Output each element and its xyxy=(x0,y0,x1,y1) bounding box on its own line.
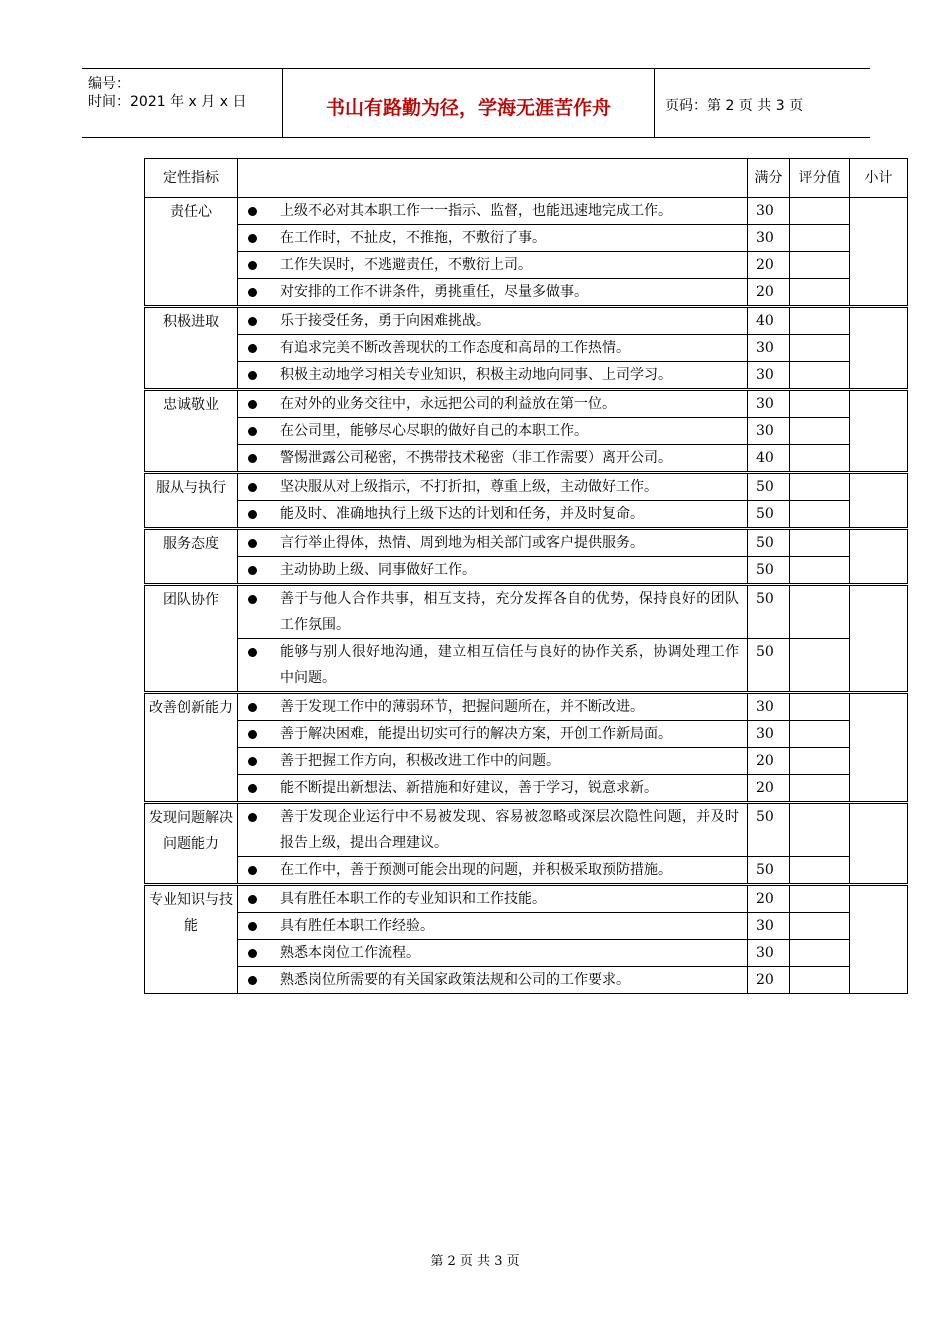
rating-cell[interactable] xyxy=(790,721,850,748)
table-row xyxy=(145,585,908,639)
category-cell: 责任心 xyxy=(145,198,238,307)
full-score-cell: 20 xyxy=(748,252,790,279)
category-cell: 团队协作 xyxy=(145,585,238,693)
bullet-icon xyxy=(248,895,257,904)
rating-cell[interactable] xyxy=(790,557,850,585)
number-label: 编号： xyxy=(88,76,130,92)
category-cell: 改善创新能力 xyxy=(145,693,238,803)
criterion-text: 在公司里，能够尽心尽职的做好自己的本职工作。 xyxy=(280,423,588,439)
rating-cell[interactable] xyxy=(790,335,850,362)
rating-cell[interactable] xyxy=(790,775,850,803)
table-row xyxy=(145,748,908,775)
table-row xyxy=(145,885,908,913)
criterion-cell xyxy=(238,501,748,529)
criterion-cell xyxy=(238,279,748,307)
full-score-cell: 30 xyxy=(748,198,790,225)
bullet-icon xyxy=(248,371,257,380)
bullet-icon xyxy=(248,207,257,216)
criterion-cell xyxy=(238,557,748,585)
page-number-label: 页码：第 2 页 共 3 页 xyxy=(665,98,804,114)
rating-cell[interactable] xyxy=(790,857,850,885)
header-motto-cell xyxy=(283,69,655,137)
criterion-cell xyxy=(238,803,748,857)
criterion-text: 善于发现企业运行中不易被发现、容易被忽略或深层次隐性问题，并及时报告上级，提出合理建议。 xyxy=(280,809,739,851)
criterion-text: 积极主动地学习相关专业知识，积极主动地向同事、上司学习。 xyxy=(280,367,672,383)
criterion-text: 善于发现工作中的薄弱环节，把握问题所在，并不断改进。 xyxy=(280,699,644,715)
criterion-cell xyxy=(238,693,748,721)
table-row xyxy=(145,307,908,335)
subtotal-cell[interactable] xyxy=(850,585,908,693)
criterion-text: 能及时、准确地执行上级下达的计划和任务，并及时复命。 xyxy=(280,506,644,522)
full-score-cell: 50 xyxy=(748,529,790,557)
criterion-text: 在工作中，善于预测可能会出现的问题，并积极采取预防措施。 xyxy=(280,862,672,878)
bullet-icon xyxy=(248,510,257,519)
criterion-text: 警惕泄露公司秘密，不携带技术秘密（非工作需要）离开公司。 xyxy=(280,450,672,466)
table-row xyxy=(145,775,908,803)
category-cell: 发现问题解决问题能力 xyxy=(145,803,238,885)
criterion-cell xyxy=(238,225,748,252)
full-score-cell: 30 xyxy=(748,721,790,748)
criterion-text: 在对外的业务交往中，永远把公司的利益放在第一位。 xyxy=(280,396,616,412)
rating-cell[interactable] xyxy=(790,390,850,418)
subtotal-cell[interactable] xyxy=(850,529,908,585)
rating-cell[interactable] xyxy=(790,362,850,390)
criterion-cell xyxy=(238,335,748,362)
criterion-text: 上级不必对其本职工作一一指示、监督，也能迅速地完成工作。 xyxy=(280,203,672,219)
bullet-icon xyxy=(248,703,257,712)
bullet-icon xyxy=(248,866,257,875)
table-row xyxy=(145,639,908,693)
full-score-cell: 20 xyxy=(748,279,790,307)
criterion-text: 对安排的工作不讲条件，勇挑重任，尽量多做事。 xyxy=(280,284,588,300)
category-cell: 服务态度 xyxy=(145,529,238,585)
full-score-cell: 40 xyxy=(748,445,790,473)
table-row xyxy=(145,529,908,557)
subtotal-cell[interactable] xyxy=(850,198,908,307)
rating-cell[interactable] xyxy=(790,940,850,967)
criterion-cell xyxy=(238,529,748,557)
bullet-icon xyxy=(248,922,257,931)
subtotal-cell[interactable] xyxy=(850,473,908,529)
criterion-text: 具有胜任本职工作的专业知识和工作技能。 xyxy=(280,891,546,907)
table-row xyxy=(145,913,908,940)
motto: 书山有路勤为径，学海无涯苦作舟 xyxy=(325,97,611,119)
table-header-row xyxy=(145,159,908,198)
rating-cell[interactable] xyxy=(790,803,850,857)
table-row xyxy=(145,252,908,279)
category-cell: 积极进取 xyxy=(145,307,238,390)
criterion-cell xyxy=(238,885,748,913)
criterion-cell xyxy=(238,857,748,885)
criterion-text: 坚决服从对上级指示，不打折扣，尊重上级，主动做好工作。 xyxy=(280,479,658,495)
full-score-cell: 30 xyxy=(748,913,790,940)
col-header-full-score: 满分 xyxy=(748,159,790,198)
rating-cell[interactable] xyxy=(790,913,850,940)
full-score-cell: 50 xyxy=(748,857,790,885)
criterion-text: 主动协助上级、同事做好工作。 xyxy=(280,562,476,578)
criterion-text: 能不断提出新想法、新措施和好建议，善于学习，锐意求新。 xyxy=(280,780,658,796)
criterion-text: 善于解决困难，能提出切实可行的解决方案，开创工作新局面。 xyxy=(280,726,672,742)
table-body xyxy=(145,198,908,994)
criterion-cell xyxy=(238,198,748,225)
bullet-icon xyxy=(248,976,257,985)
bullet-icon xyxy=(248,234,257,243)
criterion-cell xyxy=(238,913,748,940)
category-cell: 忠诚敬业 xyxy=(145,390,238,473)
full-score-cell: 30 xyxy=(748,362,790,390)
table-row xyxy=(145,445,908,473)
criterion-cell xyxy=(238,418,748,445)
table-row xyxy=(145,390,908,418)
category-cell: 专业知识与技能 xyxy=(145,885,238,994)
criterion-cell xyxy=(238,721,748,748)
criterion-text: 在工作时，不扯皮，不推拖，不敷衍了事。 xyxy=(280,230,546,246)
subtotal-cell[interactable] xyxy=(850,693,908,803)
rating-cell[interactable] xyxy=(790,529,850,557)
criterion-cell xyxy=(238,362,748,390)
full-score-cell: 30 xyxy=(748,225,790,252)
header-page-cell xyxy=(655,69,870,137)
table-row xyxy=(145,857,908,885)
rating-cell[interactable] xyxy=(790,748,850,775)
rating-cell[interactable] xyxy=(790,639,850,693)
table-row xyxy=(145,225,908,252)
subtotal-cell[interactable] xyxy=(850,390,908,473)
table-row xyxy=(145,557,908,585)
bullet-icon xyxy=(248,949,257,958)
bullet-icon xyxy=(248,483,257,492)
full-score-cell: 50 xyxy=(748,585,790,639)
bullet-icon xyxy=(248,454,257,463)
table-row xyxy=(145,967,908,994)
rating-cell[interactable] xyxy=(790,225,850,252)
bullet-icon xyxy=(248,427,257,436)
rating-cell[interactable] xyxy=(790,473,850,501)
col-header-indicator: 定性指标 xyxy=(145,159,238,198)
table-row xyxy=(145,335,908,362)
rating-cell[interactable] xyxy=(790,418,850,445)
full-score-cell: 50 xyxy=(748,557,790,585)
criterion-cell xyxy=(238,967,748,994)
criterion-text: 有追求完美不断改善现状的工作态度和高昂的工作热情。 xyxy=(280,340,630,356)
rating-cell[interactable] xyxy=(790,585,850,639)
col-header-rating: 评分值 xyxy=(790,159,850,198)
bullet-icon xyxy=(248,648,257,657)
full-score-cell: 30 xyxy=(748,390,790,418)
table-row xyxy=(145,940,908,967)
full-score-cell: 20 xyxy=(748,967,790,994)
rating-cell[interactable] xyxy=(790,279,850,307)
bullet-icon xyxy=(248,813,257,822)
page-footer: 第 2 页 共 3 页 xyxy=(430,1254,520,1269)
table-row xyxy=(145,721,908,748)
full-score-cell: 50 xyxy=(748,473,790,501)
criterion-cell xyxy=(238,748,748,775)
bullet-icon xyxy=(248,757,257,766)
full-score-cell: 50 xyxy=(748,501,790,529)
page-header xyxy=(82,68,870,138)
criterion-cell xyxy=(238,940,748,967)
criterion-text: 能够与别人很好地沟通，建立相互信任与良好的协作关系，协调处理工作中问题。 xyxy=(280,644,739,686)
criterion-text: 善于把握工作方向，积极改进工作中的问题。 xyxy=(280,753,560,769)
bullet-icon xyxy=(248,400,257,409)
rating-cell[interactable] xyxy=(790,445,850,473)
full-score-cell: 20 xyxy=(748,748,790,775)
bullet-icon xyxy=(248,539,257,548)
col-header-subtotal: 小计 xyxy=(850,159,908,198)
criterion-text: 乐于接受任务，勇于向困难挑战。 xyxy=(280,313,490,329)
bullet-icon xyxy=(248,566,257,575)
full-score-cell: 50 xyxy=(748,803,790,857)
table-row xyxy=(145,803,908,857)
full-score-cell: 20 xyxy=(748,775,790,803)
rating-cell[interactable] xyxy=(790,501,850,529)
table-row xyxy=(145,501,908,529)
full-score-cell: 30 xyxy=(748,418,790,445)
criterion-text: 熟悉本岗位工作流程。 xyxy=(280,945,420,961)
rating-cell[interactable] xyxy=(790,252,850,279)
bullet-icon xyxy=(248,344,257,353)
bullet-icon xyxy=(248,261,257,270)
full-score-cell: 30 xyxy=(748,693,790,721)
criterion-cell xyxy=(238,445,748,473)
time-label: 时间：2021 年 x 月 x 日 xyxy=(88,94,247,110)
bullet-icon xyxy=(248,784,257,793)
table-row xyxy=(145,279,908,307)
criterion-cell xyxy=(238,775,748,803)
criterion-text: 言行举止得体，热情、周到地为相关部门或客户提供服务。 xyxy=(280,535,644,551)
rating-cell[interactable] xyxy=(790,693,850,721)
header-meta xyxy=(82,69,283,137)
rating-cell[interactable] xyxy=(790,885,850,913)
criterion-text: 工作失误时，不逃避责任，不敷衍上司。 xyxy=(280,257,532,273)
rating-cell[interactable] xyxy=(790,967,850,994)
criterion-cell xyxy=(238,639,748,693)
full-score-cell: 20 xyxy=(748,885,790,913)
criterion-cell xyxy=(238,390,748,418)
criterion-text: 善于与他人合作共事，相互支持，充分发挥各自的优势，保持良好的团队工作氛围。 xyxy=(280,591,739,633)
category-cell: 服从与执行 xyxy=(145,473,238,529)
criterion-cell xyxy=(238,473,748,501)
criterion-cell xyxy=(238,585,748,639)
bullet-icon xyxy=(248,288,257,297)
full-score-cell: 30 xyxy=(748,335,790,362)
full-score-cell: 40 xyxy=(748,307,790,335)
rating-cell[interactable] xyxy=(790,198,850,225)
table-row xyxy=(145,198,908,225)
full-score-cell: 30 xyxy=(748,940,790,967)
bullet-icon xyxy=(248,595,257,604)
table-row xyxy=(145,418,908,445)
table-row xyxy=(145,693,908,721)
criterion-text: 熟悉岗位所需要的有关国家政策法规和公司的工作要求。 xyxy=(280,972,630,988)
table-row xyxy=(145,473,908,501)
criterion-text: 具有胜任本职工作经验。 xyxy=(280,918,434,934)
full-score-cell: 50 xyxy=(748,639,790,693)
evaluation-table xyxy=(144,158,908,994)
subtotal-cell[interactable] xyxy=(850,885,908,994)
bullet-icon xyxy=(248,730,257,739)
subtotal-cell[interactable] xyxy=(850,307,908,390)
table-row xyxy=(145,362,908,390)
criterion-cell xyxy=(238,307,748,335)
rating-cell[interactable] xyxy=(790,307,850,335)
subtotal-cell[interactable] xyxy=(850,803,908,885)
col-header-description xyxy=(238,159,748,198)
criterion-cell xyxy=(238,252,748,279)
bullet-icon xyxy=(248,317,257,326)
